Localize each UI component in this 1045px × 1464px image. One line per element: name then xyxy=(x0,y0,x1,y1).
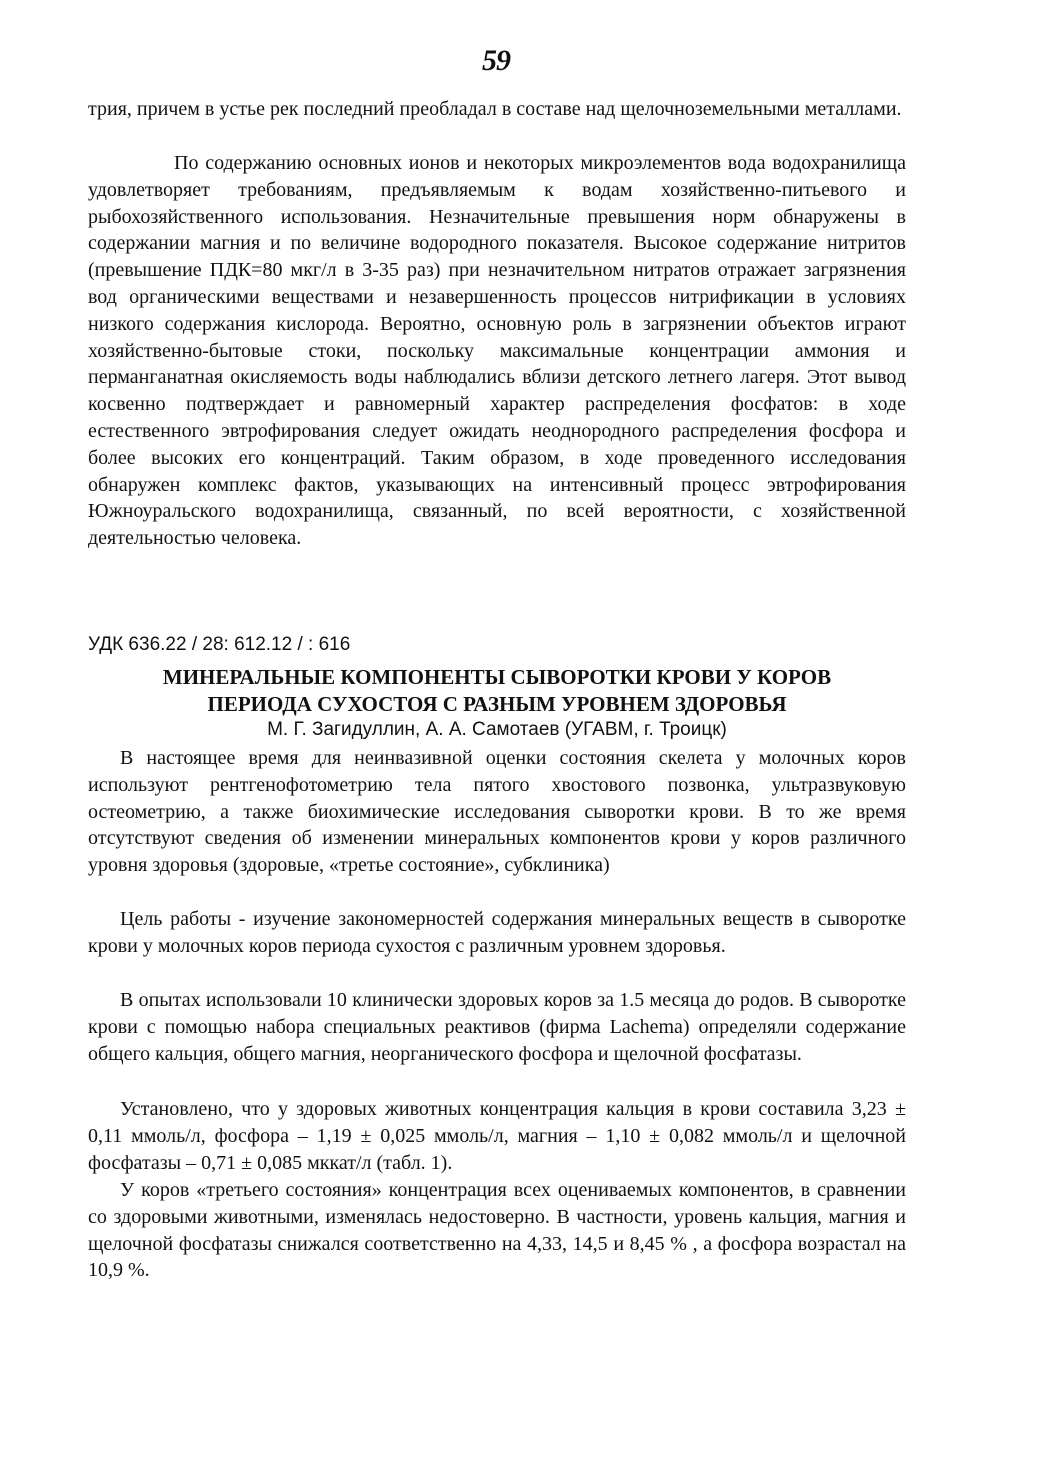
article-paragraph-background xyxy=(88,745,906,879)
article-title-line-1: МИНЕРАЛЬНЫЕ КОМПОНЕНТЫ СЫВОРОТКИ КРОВИ У КОРОВ xyxy=(162,665,832,689)
paragraph-text: трия, причем в устье рек последний преобладал в составе над щелочноземельными металлами. xyxy=(88,98,902,120)
paragraph-text: Установлено, что у здоровых животных концентрация кальция в крови составила 3,23 ± 0,11 ммоль/л, фосфора – 1,19 ± 0,025 ммоль/л, магния – 1,10 ± 0,082 ммоль/л и щелочной фосфатазы – 0,71 ± 0,085 мккат/л (табл. 1). xyxy=(88,1098,906,1174)
article-title xyxy=(88,664,906,718)
paragraph-text: Цель работы - изучение закономерностей содержания минеральных веществ в сыворотке крови у молочных коров периода сухостоя с различным уровнем здоровья. xyxy=(88,908,906,957)
article-paragraph-results-third-state xyxy=(88,1177,906,1284)
article-paragraph-results-healthy xyxy=(88,1096,906,1176)
article-paragraph-aim xyxy=(88,906,906,960)
article-authors: М. Г. Загидуллин, А. А. Самотаев (УГАВМ, г. Троицк) xyxy=(267,719,727,740)
udc-code: УДК 636.22 / 28: 612.12 / : 616 xyxy=(88,634,351,655)
paragraph-text: В опытах использовали 10 клинически здоровых коров за 1.5 месяца до родов. В сыворотке крови с помощью набора специальных реактивов (фирма Lachema) определяли содержание общего кальция, общего магния, неорганического фосфора и щелочной фосфатазы. xyxy=(88,989,906,1065)
paragraph-text: По содержанию основных ионов и некоторых микроэлементов вода водохранилища удовлетворяет требованиям, предъявляемым к водам хозяйственно-питьевого и рыбохозяйственного использования. Незначительные превышения норм обнаружены в содержании магния и по величине водородного показателя. Высокое содержание нитритов (превышение ПДК=80 мкг/л в 3-35 раз) при незначительном нитратов отражает загрязнения вод органическими веществами и незавершенность процессов нитрификации в условиях низкого содержания кислорода. Вероятно, основную роль в загрязнении объектов играют хозяйственно-бытовые стоки, поскольку максимальные концентрации аммония и перманганатная окисляемость воды наблюдались вблизи детского летнего лагеря. Этот вывод косвенно подтверждает и равномерный характер распределения фосфатов: в ходе естественного эвтрофирования следует ожидать неоднородного распределения фосфора и более высоких его концентраций. Таким образом, в ходе проведенного исследования обнаружен комплекс фактов, указывающих на интенсивный процесс эвтрофирования Южноуральского водохранилища, связанный, по всей вероятности, с хозяйственной деятельностью человека. xyxy=(88,152,906,550)
paragraph-text: У коров «третьего состояния» концентрация всех оцениваемых компонентов, в сравнении со здоровыми животными, изменялась недостоверно. В частности, уровень кальция, магния и щелочной фосфатазы снижался соответственно на 4,33, 14,5 и 8,45 % , а фосфора возрастал на 10,9 %. xyxy=(88,1179,906,1282)
paragraph-text: В настоящее время для неинвазивной оценки состояния скелета у молочных коров используют рентгенофотометрию тела пятого хвостового позвонка, ультразвуковую остеометрию, а также биохимические исследования сыворотки крови. В то же время отсутствуют сведения об изменении минеральных компонентов крови у коров различного уровня здоровья (здоровые, «третье состояние», субклиника) xyxy=(88,747,906,877)
article-paragraph-methods xyxy=(88,987,906,1067)
article-title-line-2: ПЕРИОДА СУХОСТОЯ С РАЗНЫМ УРОВНЕМ ЗДОРОВЬЯ xyxy=(207,692,787,716)
page-number: 59 xyxy=(482,44,510,77)
prev-article-intro-paragraph xyxy=(88,96,906,123)
prev-article-conclusion-paragraph xyxy=(88,150,906,552)
